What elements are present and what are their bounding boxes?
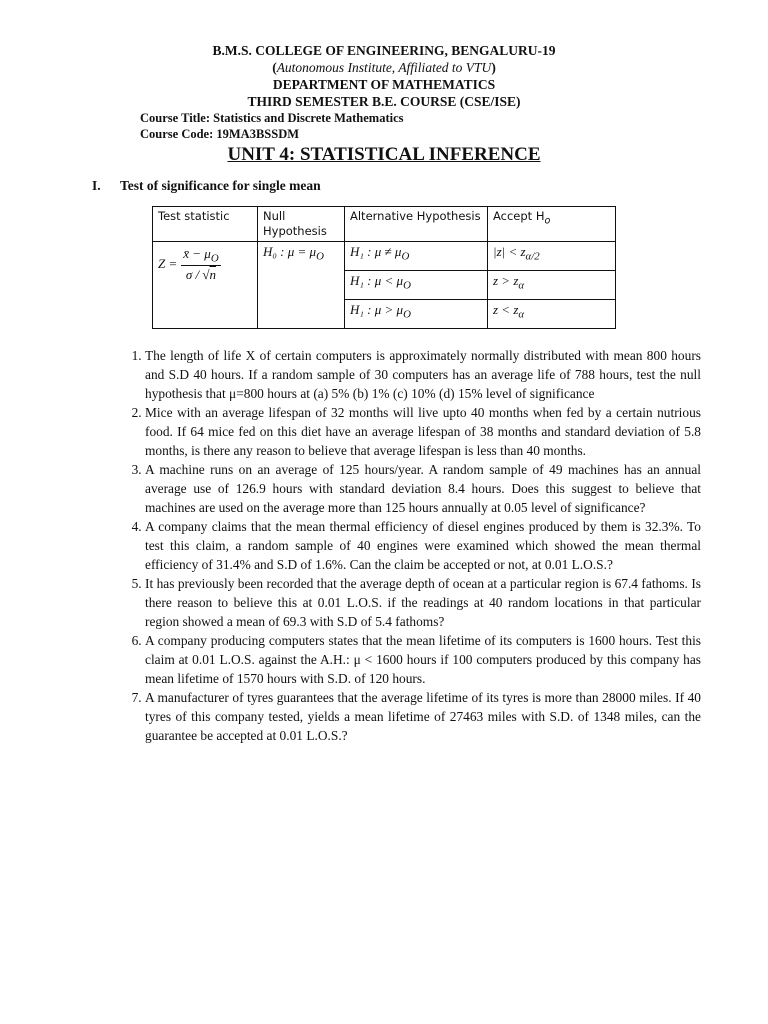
semester-line: THIRD SEMESTER B.E. COURSE (CSE/ISE): [247, 94, 521, 109]
null-hypothesis-sub: O: [316, 250, 324, 263]
accept-cell-1: [488, 242, 616, 271]
institution-name: B.M.S. COLLEGE OF ENGINEERING, BENGALURU-19: [212, 43, 556, 58]
accept-sub-1: α/2: [525, 250, 540, 263]
accept-text-3: z < z: [493, 302, 519, 317]
list-item: 2. Mice with an average lifespan of 32 months will live upto 40 months when fed by a certain nutrious food. If 64 mice fed on this diet have an average lifespan of 38 months and standard deviation of 5.8 months, is there any reason to believe that average lifespan is less than 40 months.: [145, 403, 701, 460]
z-formula: [158, 246, 252, 283]
alternative-cell-2: [345, 271, 488, 300]
null-hypothesis-cell: [258, 242, 345, 329]
header-null-hypothesis: Null Hypothesis: [258, 207, 345, 242]
course-code: Course Code: 19MA3BSSDM: [140, 127, 300, 141]
affiliation-line: (Autonomous Institute, Affiliated to VTU): [272, 60, 496, 75]
header-accept: [488, 207, 616, 242]
table-row: [153, 242, 616, 271]
accept-sub-2: α: [518, 279, 525, 292]
course-title: Course Title: Statistics and Discrete Mathematics: [140, 111, 404, 125]
alternative-text-2: H₁ : μ < μ: [350, 273, 404, 288]
header-accept-label: Accept H: [493, 209, 545, 223]
alternative-text-1: H₁ : μ ≠ μ: [350, 244, 402, 259]
section-heading: [92, 178, 321, 194]
accept-sub-3: α: [518, 308, 525, 321]
formula-numerator: [181, 246, 220, 266]
list-item: 3. A machine runs on an average of 125 hours/year. A random sample of 49 machines has an annual average use of 126.9 hours with standard deviation 8.4 hours. Does this suggest to believe that machines are used on the average more than 125 hours annually at 0.05 level of significance?: [145, 460, 701, 517]
numerator-text: x̄ − μ: [183, 246, 211, 261]
test-statistic-cell: [153, 242, 258, 329]
numerator-sub: O: [210, 252, 219, 265]
header-accept-sub: o: [544, 215, 551, 227]
alternative-cell-1: [345, 242, 488, 271]
formula-denominator: σ / √n: [185, 266, 217, 282]
list-item: 1. The length of life X of certain computers is approximately normally distributed with mean 800 hours and S.D 40 hours. If a random sample of 30 computers has an average life of 788 hours, test the null hypothesis that μ=800 hours at (a) 5% (b) 1% (c) 10% (d) 15% level of significance: [145, 346, 701, 403]
list-item: 5. It has previously been recorded that the average depth of ocean at a particular region is 67.4 fathoms. Is there reason to believe this at 0.01 L.O.S. if the readings at 40 random locations in that particular region showed a mean of 69.3 with S.D of 5.4 fathoms?: [145, 574, 701, 631]
null-hypothesis: H₀ : μ = μ: [263, 244, 317, 259]
header-test-statistic: Test statistic: [153, 207, 258, 242]
section-title: Test of significance for single mean: [120, 178, 321, 193]
accept-cell-3: [488, 300, 616, 329]
hypothesis-table: [152, 206, 616, 329]
denominator-root: n: [209, 266, 217, 282]
accept-cell-2: [488, 271, 616, 300]
alternative-sub-2: O: [403, 279, 411, 292]
list-item: 6. A company producing computers states that the mean lifetime of its computers is 1600 hours. Test this claim at 0.01 L.O.S. against the A.H.: μ < 1600 hours if 100 computers produced by this company has mean lifetime of 1570 hours with S.D. of 120 hours.: [145, 631, 701, 688]
formula-fraction: [181, 246, 220, 283]
accept-text-2: z > z: [493, 273, 519, 288]
alternative-cell-3: [345, 300, 488, 329]
section-number: I.: [92, 178, 101, 193]
formula-lhs: Z =: [158, 256, 178, 272]
alternative-sub-1: O: [401, 250, 410, 263]
affiliation-text: Autonomous Institute, Affiliated to VTU: [276, 60, 492, 75]
header-alternative-hypothesis: Alternative Hypothesis: [345, 207, 488, 242]
unit-title: UNIT 4: STATISTICAL INFERENCE: [227, 144, 541, 165]
problem-list: [118, 346, 701, 745]
department-name: DEPARTMENT OF MATHEMATICS: [272, 77, 496, 92]
alternative-text-3: H₁ : μ > μ: [350, 302, 404, 317]
list-item: 7. A manufacturer of tyres guarantees that the average lifetime of its tyres is more than 28000 miles. If 40 tyres of this company tested, yields a mean lifetime of 27463 miles with S.D. of 1348 miles, can the guarantee be accepted at 0.01 L.O.S.?: [145, 688, 701, 745]
alternative-sub-3: O: [403, 308, 411, 321]
denominator-sigma: σ: [185, 266, 193, 282]
table-header-row: [153, 207, 616, 242]
list-item: 4. A company claims that the mean thermal efficiency of diesel engines produced by them is 32.3%. To test this claim, a random sample of 40 engines were examined which showed the mean thermal efficiency of 31.4% and S.D of 1.6%. Can the claim be accepted or not, at 0.01 L.O.S.?: [145, 517, 701, 574]
accept-text-1: |z| < z: [493, 244, 526, 259]
